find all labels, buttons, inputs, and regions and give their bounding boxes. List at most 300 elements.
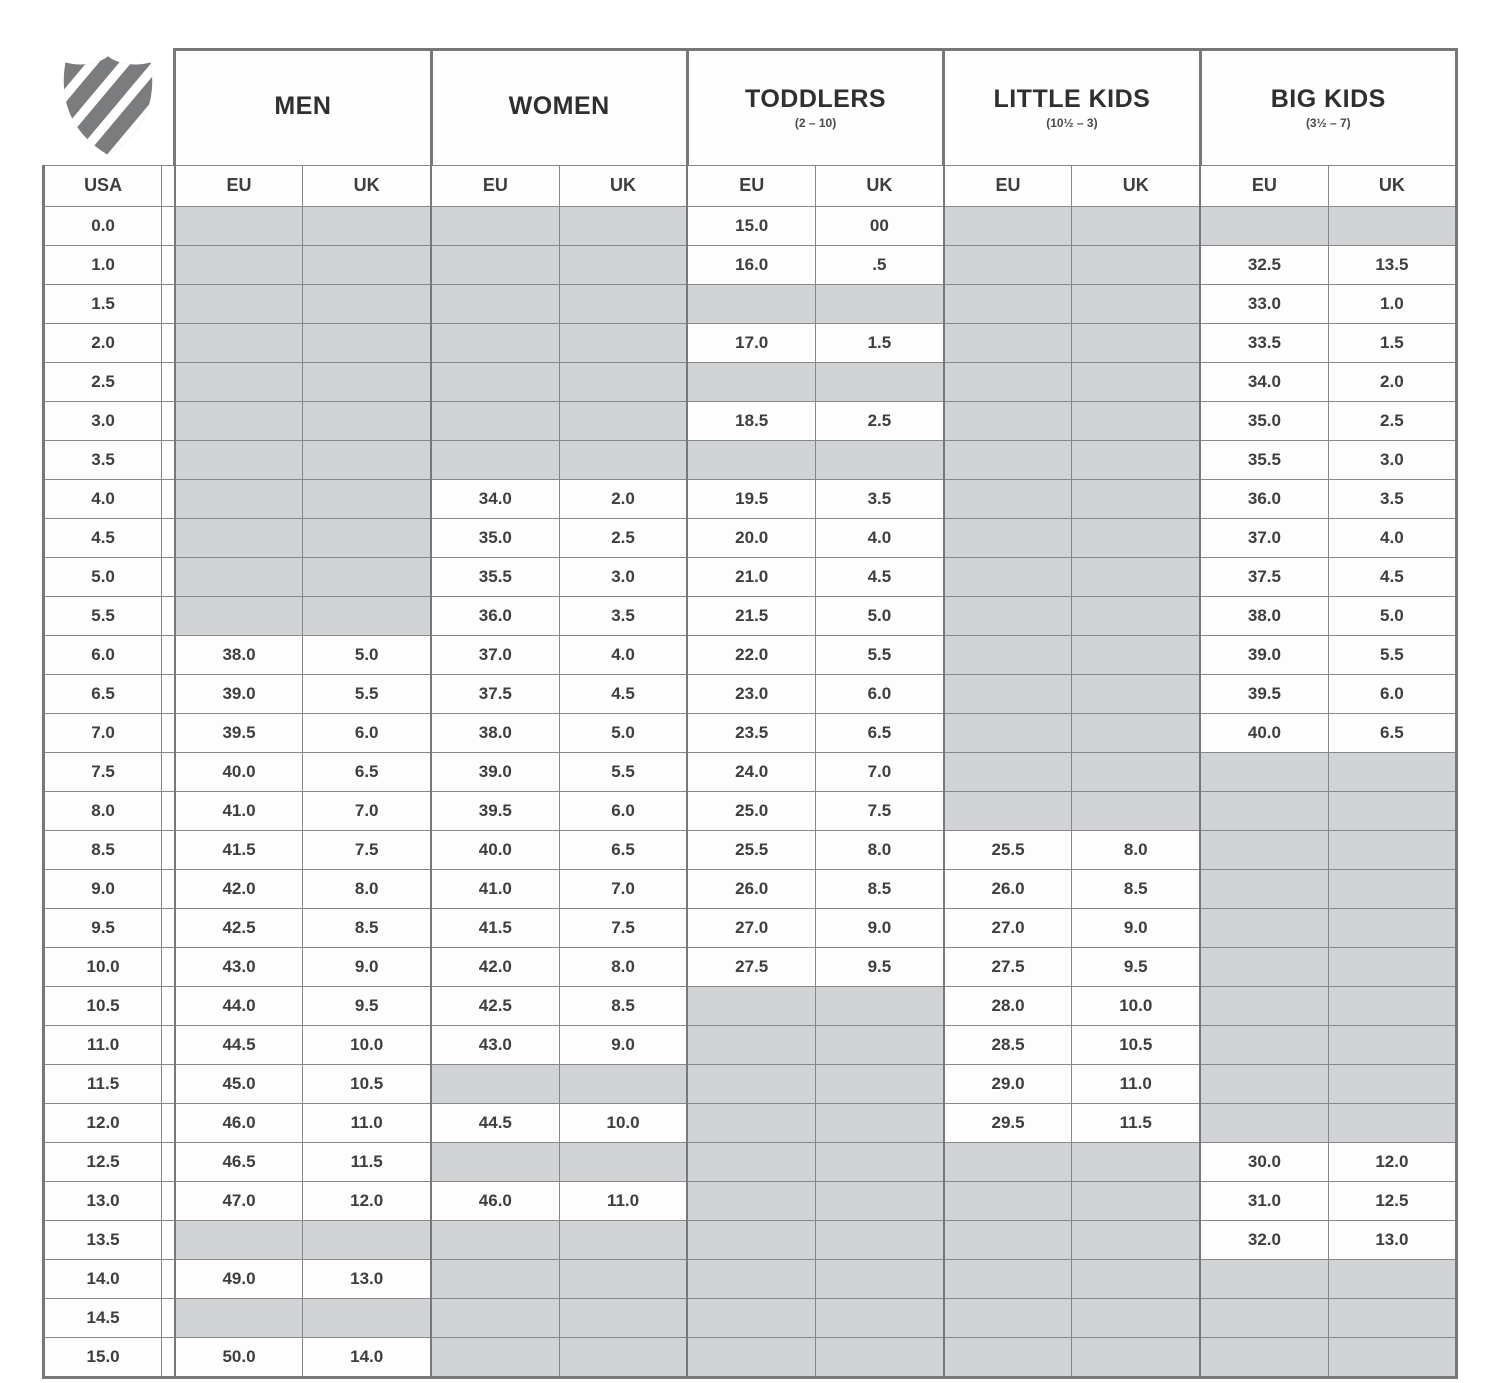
column-gap — [162, 635, 175, 674]
cell-usa: 6.0 — [44, 635, 162, 674]
table-row — [44, 674, 1457, 713]
cell-empty — [1200, 1298, 1328, 1337]
cell-empty — [1200, 752, 1328, 791]
cell-empty — [944, 674, 1072, 713]
cell-empty — [816, 1103, 944, 1142]
cell-value: 8.5 — [816, 869, 944, 908]
cell-empty — [944, 1220, 1072, 1259]
cell-empty — [1072, 1181, 1200, 1220]
cell-value: 47.0 — [175, 1181, 303, 1220]
column-gap — [162, 1337, 175, 1377]
cell-value: 5.5 — [559, 752, 687, 791]
cell-value: 6.5 — [559, 830, 687, 869]
cell-value: 7.0 — [303, 791, 431, 830]
cell-empty — [816, 1220, 944, 1259]
cell-empty — [687, 284, 815, 323]
cell-empty — [816, 284, 944, 323]
cell-empty — [1072, 440, 1200, 479]
cell-empty — [944, 635, 1072, 674]
cell-value: 41.5 — [175, 830, 303, 869]
cell-empty — [175, 401, 303, 440]
cell-empty — [431, 284, 559, 323]
cell-empty — [1072, 635, 1200, 674]
cell-value: 5.0 — [559, 713, 687, 752]
cell-value: 43.0 — [431, 1025, 559, 1064]
cell-value: 9.0 — [303, 947, 431, 986]
cell-value: 7.5 — [816, 791, 944, 830]
cell-value: 7.0 — [559, 869, 687, 908]
cell-value: 34.0 — [431, 479, 559, 518]
cell-empty — [303, 245, 431, 284]
cell-empty — [1328, 752, 1456, 791]
table-row — [44, 791, 1457, 830]
cell-usa: 14.0 — [44, 1259, 162, 1298]
cell-empty — [944, 1337, 1072, 1377]
cell-value: 2.5 — [1328, 401, 1456, 440]
cell-value: 8.0 — [1072, 830, 1200, 869]
cell-empty — [816, 986, 944, 1025]
cell-value: 32.5 — [1200, 245, 1328, 284]
col-header-women-uk: UK — [559, 165, 687, 206]
table-row — [44, 596, 1457, 635]
cell-empty — [1072, 674, 1200, 713]
col-header-men-eu: EU — [175, 165, 303, 206]
cell-value: 4.0 — [1328, 518, 1456, 557]
table-row — [44, 1064, 1457, 1103]
cell-empty — [1328, 1337, 1456, 1377]
cell-value: 13.0 — [303, 1259, 431, 1298]
cell-empty — [816, 1142, 944, 1181]
cell-value: 39.5 — [175, 713, 303, 752]
cell-value: 4.0 — [559, 635, 687, 674]
cell-value: 28.0 — [944, 986, 1072, 1025]
cell-value: 2.0 — [559, 479, 687, 518]
column-gap — [162, 440, 175, 479]
cell-empty — [1072, 1337, 1200, 1377]
table-row — [44, 518, 1457, 557]
cell-empty — [1328, 1064, 1456, 1103]
cell-empty — [559, 1337, 687, 1377]
cell-usa: 4.5 — [44, 518, 162, 557]
cell-value: 37.0 — [1200, 518, 1328, 557]
cell-value: 46.5 — [175, 1142, 303, 1181]
cell-empty — [175, 1298, 303, 1337]
table-row — [44, 206, 1457, 245]
cell-value: 40.0 — [175, 752, 303, 791]
table-row — [44, 1337, 1457, 1377]
cell-usa: 8.5 — [44, 830, 162, 869]
cell-empty — [1200, 986, 1328, 1025]
cell-value: 2.5 — [816, 401, 944, 440]
cell-empty — [816, 1064, 944, 1103]
cell-value: 15.0 — [687, 206, 815, 245]
cell-value: 5.5 — [816, 635, 944, 674]
cell-usa: 13.0 — [44, 1181, 162, 1220]
cell-empty — [816, 1181, 944, 1220]
table-row — [44, 1142, 1457, 1181]
cell-empty — [559, 1298, 687, 1337]
cell-empty — [303, 362, 431, 401]
cell-value: 00 — [816, 206, 944, 245]
cell-empty — [1328, 869, 1456, 908]
cell-empty — [687, 1064, 815, 1103]
cell-value: 27.0 — [944, 908, 1072, 947]
cell-empty — [559, 440, 687, 479]
column-gap — [162, 752, 175, 791]
col-header-little-kids-uk: UK — [1072, 165, 1200, 206]
kswiss-shield-icon — [56, 51, 160, 159]
cell-usa: 2.0 — [44, 323, 162, 362]
cell-empty — [559, 1220, 687, 1259]
column-gap — [162, 791, 175, 830]
cell-value: 10.0 — [303, 1025, 431, 1064]
cell-value: 9.5 — [303, 986, 431, 1025]
cell-usa: 1.0 — [44, 245, 162, 284]
table-row — [44, 284, 1457, 323]
cell-value: 41.5 — [431, 908, 559, 947]
cell-value: 7.5 — [559, 908, 687, 947]
cell-usa: 11.0 — [44, 1025, 162, 1064]
cell-empty — [687, 1259, 815, 1298]
cell-value: 26.0 — [687, 869, 815, 908]
cell-value: 23.5 — [687, 713, 815, 752]
cell-empty — [816, 1337, 944, 1377]
cell-value: 35.5 — [1200, 440, 1328, 479]
cell-empty — [1072, 1298, 1200, 1337]
cell-value: 43.0 — [175, 947, 303, 986]
col-header-toddlers-uk: UK — [816, 165, 944, 206]
cell-empty — [816, 362, 944, 401]
column-gap — [162, 713, 175, 752]
cell-empty — [687, 362, 815, 401]
cell-value: 32.0 — [1200, 1220, 1328, 1259]
column-gap — [162, 1220, 175, 1259]
column-gap — [162, 1103, 175, 1142]
table-row — [44, 479, 1457, 518]
cell-value: 20.0 — [687, 518, 815, 557]
cell-usa: 8.0 — [44, 791, 162, 830]
table-row — [44, 713, 1457, 752]
cell-value: 27.5 — [687, 947, 815, 986]
cell-value: 42.5 — [431, 986, 559, 1025]
cell-value: 10.5 — [303, 1064, 431, 1103]
cell-usa: 3.5 — [44, 440, 162, 479]
column-gap — [162, 323, 175, 362]
col-header-women-eu: EU — [431, 165, 559, 206]
brand-logo-cell — [44, 50, 175, 166]
cell-value: 37.5 — [1200, 557, 1328, 596]
column-gap — [162, 596, 175, 635]
cell-value: 25.5 — [944, 830, 1072, 869]
cell-value: 37.0 — [431, 635, 559, 674]
cell-empty — [175, 479, 303, 518]
cell-value: 5.5 — [303, 674, 431, 713]
cell-empty — [1072, 479, 1200, 518]
cell-value: 9.0 — [1072, 908, 1200, 947]
table-row — [44, 401, 1457, 440]
cell-value: 27.0 — [687, 908, 815, 947]
cell-empty — [1072, 323, 1200, 362]
group-header-toddlers — [687, 50, 943, 166]
col-header-men-uk: UK — [303, 165, 431, 206]
column-gap — [162, 362, 175, 401]
cell-empty — [944, 596, 1072, 635]
cell-empty — [944, 713, 1072, 752]
col-header-toddlers-eu: EU — [687, 165, 815, 206]
cell-value: 8.5 — [303, 908, 431, 947]
cell-value: 4.5 — [559, 674, 687, 713]
cell-value: 40.0 — [431, 830, 559, 869]
cell-empty — [944, 284, 1072, 323]
cell-empty — [1072, 245, 1200, 284]
size-table-body — [44, 206, 1457, 1377]
cell-empty — [431, 245, 559, 284]
cell-value: 7.0 — [816, 752, 944, 791]
cell-value: 39.0 — [431, 752, 559, 791]
cell-empty — [1200, 791, 1328, 830]
cell-usa: 5.5 — [44, 596, 162, 635]
cell-value: 13.5 — [1328, 245, 1456, 284]
cell-value: 4.0 — [816, 518, 944, 557]
cell-value: 29.5 — [944, 1103, 1072, 1142]
cell-empty — [559, 362, 687, 401]
cell-empty — [1072, 362, 1200, 401]
cell-value: 46.0 — [431, 1181, 559, 1220]
cell-value: 12.0 — [303, 1181, 431, 1220]
cell-empty — [816, 1298, 944, 1337]
cell-usa: 3.0 — [44, 401, 162, 440]
cell-empty — [559, 284, 687, 323]
cell-empty — [944, 362, 1072, 401]
cell-value: 1.0 — [1328, 284, 1456, 323]
cell-value: 3.0 — [1328, 440, 1456, 479]
cell-empty — [1072, 1142, 1200, 1181]
size-table — [42, 48, 1458, 1379]
table-row — [44, 986, 1457, 1025]
cell-value: 36.0 — [431, 596, 559, 635]
cell-value: 10.0 — [1072, 986, 1200, 1025]
cell-empty — [303, 596, 431, 635]
cell-value: 30.0 — [1200, 1142, 1328, 1181]
cell-value: 10.0 — [559, 1103, 687, 1142]
cell-empty — [1328, 1259, 1456, 1298]
table-row — [44, 908, 1457, 947]
cell-empty — [1072, 1220, 1200, 1259]
group-header-men — [175, 50, 431, 166]
table-row — [44, 947, 1457, 986]
column-gap — [162, 986, 175, 1025]
cell-value: 42.5 — [175, 908, 303, 947]
cell-empty — [303, 1220, 431, 1259]
cell-value: 38.0 — [175, 635, 303, 674]
cell-value: 8.5 — [1072, 869, 1200, 908]
cell-value: 44.0 — [175, 986, 303, 1025]
table-row — [44, 245, 1457, 284]
cell-value: 7.5 — [303, 830, 431, 869]
cell-empty — [944, 245, 1072, 284]
cell-value: 11.5 — [1072, 1103, 1200, 1142]
cell-empty — [816, 440, 944, 479]
cell-value: 24.0 — [687, 752, 815, 791]
table-row — [44, 635, 1457, 674]
cell-empty — [1328, 1298, 1456, 1337]
cell-value: 3.5 — [559, 596, 687, 635]
cell-empty — [1072, 1259, 1200, 1298]
column-gap — [162, 674, 175, 713]
cell-empty — [303, 284, 431, 323]
group-label: LITTLE KIDS — [993, 84, 1151, 113]
table-row — [44, 440, 1457, 479]
cell-usa: 2.5 — [44, 362, 162, 401]
cell-empty — [1072, 752, 1200, 791]
table-row — [44, 1259, 1457, 1298]
cell-value: 39.5 — [1200, 674, 1328, 713]
cell-empty — [944, 791, 1072, 830]
cell-value: 6.0 — [816, 674, 944, 713]
cell-empty — [816, 1259, 944, 1298]
cell-value: 35.5 — [431, 557, 559, 596]
cell-value: 39.0 — [1200, 635, 1328, 674]
cell-usa: 14.5 — [44, 1298, 162, 1337]
cell-value: 45.0 — [175, 1064, 303, 1103]
cell-value: 42.0 — [431, 947, 559, 986]
cell-empty — [1328, 908, 1456, 947]
cell-value: 21.0 — [687, 557, 815, 596]
cell-value: 5.0 — [816, 596, 944, 635]
cell-empty — [431, 1064, 559, 1103]
column-gap — [162, 869, 175, 908]
cell-empty — [687, 440, 815, 479]
cell-empty — [687, 1025, 815, 1064]
cell-usa: 5.0 — [44, 557, 162, 596]
cell-empty — [944, 206, 1072, 245]
cell-empty — [559, 401, 687, 440]
cell-empty — [303, 479, 431, 518]
table-row — [44, 1298, 1457, 1337]
cell-value: 27.5 — [944, 947, 1072, 986]
cell-usa: 1.5 — [44, 284, 162, 323]
cell-empty — [559, 323, 687, 362]
cell-value: 5.0 — [1328, 596, 1456, 635]
cell-empty — [687, 1298, 815, 1337]
cell-empty — [687, 1103, 815, 1142]
cell-value: 11.0 — [303, 1103, 431, 1142]
cell-value: 3.5 — [816, 479, 944, 518]
cell-value: 49.0 — [175, 1259, 303, 1298]
table-row — [44, 557, 1457, 596]
cell-empty — [559, 1064, 687, 1103]
cell-empty — [303, 518, 431, 557]
table-row — [44, 1025, 1457, 1064]
cell-empty — [944, 1298, 1072, 1337]
cell-empty — [175, 245, 303, 284]
cell-value: 44.5 — [431, 1103, 559, 1142]
column-gap — [162, 284, 175, 323]
cell-value: 41.0 — [175, 791, 303, 830]
cell-empty — [431, 1259, 559, 1298]
cell-empty — [687, 1220, 815, 1259]
group-sublabel: (2 – 10) — [794, 116, 837, 130]
cell-value: 9.0 — [816, 908, 944, 947]
group-header-little-kids — [944, 50, 1200, 166]
cell-empty — [1072, 791, 1200, 830]
cell-value: 11.0 — [559, 1181, 687, 1220]
cell-empty — [687, 1337, 815, 1377]
cell-empty — [431, 401, 559, 440]
cell-empty — [944, 323, 1072, 362]
cell-empty — [431, 323, 559, 362]
column-gap — [162, 1181, 175, 1220]
column-gap — [162, 1064, 175, 1103]
group-label: TODDLERS — [745, 84, 887, 113]
cell-value: 12.5 — [1328, 1181, 1456, 1220]
cell-empty — [944, 401, 1072, 440]
cell-value: 38.0 — [431, 713, 559, 752]
cell-value: 35.0 — [1200, 401, 1328, 440]
group-header-big-kids — [1200, 50, 1456, 166]
cell-empty — [687, 986, 815, 1025]
col-header-usa: USA — [44, 165, 162, 206]
cell-value: 3.0 — [559, 557, 687, 596]
cell-empty — [1328, 791, 1456, 830]
cell-empty — [175, 557, 303, 596]
column-gap — [162, 1025, 175, 1064]
column-gap — [162, 1298, 175, 1337]
cell-value: 2.0 — [1328, 362, 1456, 401]
cell-value: 6.5 — [816, 713, 944, 752]
group-sublabel: (3½ – 7) — [1305, 116, 1351, 130]
cell-value: 46.0 — [175, 1103, 303, 1142]
cell-value: 16.0 — [687, 245, 815, 284]
cell-usa: 10.0 — [44, 947, 162, 986]
cell-usa: 12.0 — [44, 1103, 162, 1142]
cell-usa: 10.5 — [44, 986, 162, 1025]
table-row — [44, 1220, 1457, 1259]
column-gap — [162, 206, 175, 245]
cell-usa: 15.0 — [44, 1337, 162, 1377]
cell-value: 39.5 — [431, 791, 559, 830]
cell-empty — [303, 323, 431, 362]
cell-value: 19.5 — [687, 479, 815, 518]
group-header-row — [44, 50, 1457, 166]
cell-empty — [303, 401, 431, 440]
column-gap — [162, 165, 175, 206]
cell-empty — [431, 362, 559, 401]
cell-value: 1.5 — [816, 323, 944, 362]
column-gap — [162, 830, 175, 869]
cell-empty — [1200, 1103, 1328, 1142]
cell-empty — [559, 1259, 687, 1298]
column-gap — [162, 557, 175, 596]
cell-empty — [1072, 557, 1200, 596]
cell-value: 5.5 — [1328, 635, 1456, 674]
cell-value: 37.5 — [431, 674, 559, 713]
table-row — [44, 362, 1457, 401]
cell-empty — [1072, 713, 1200, 752]
cell-value: 4.5 — [1328, 557, 1456, 596]
cell-value: 33.0 — [1200, 284, 1328, 323]
cell-empty — [1328, 1025, 1456, 1064]
column-gap — [162, 401, 175, 440]
cell-value: 6.0 — [303, 713, 431, 752]
cell-value: .5 — [816, 245, 944, 284]
cell-empty — [1200, 947, 1328, 986]
cell-empty — [175, 518, 303, 557]
cell-value: 21.5 — [687, 596, 815, 635]
cell-value: 2.5 — [559, 518, 687, 557]
cell-usa: 11.5 — [44, 1064, 162, 1103]
cell-value: 14.0 — [303, 1337, 431, 1377]
